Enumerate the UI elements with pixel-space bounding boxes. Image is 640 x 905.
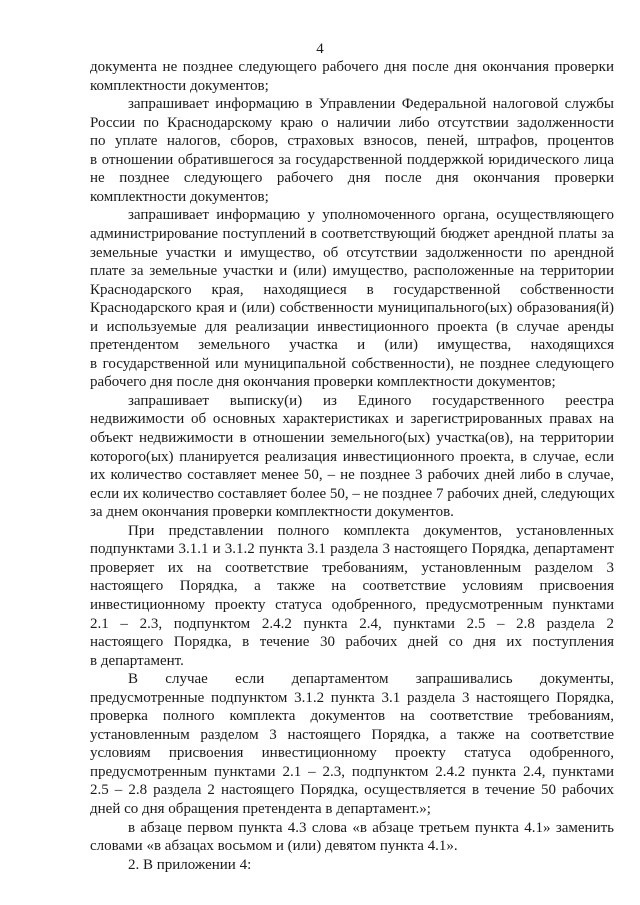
text-line: запрашивает информацию у уполномоченного органа, осуществляющего: [128, 207, 614, 224]
text-line: земельные участки и имущество, об отсутствии задолженности по арендной: [90, 244, 614, 261]
text-line: условиям присвоения инвестиционному проекту статуса одобренного,: [90, 745, 614, 762]
text-line: установленным разделом 3 настоящего Порядка, а также на соответствие: [90, 726, 614, 743]
text-line: При представлении полного комплекта документов, установленных: [128, 522, 614, 539]
text-line: претендентом земельного участка и (или) имущества, находящихся: [90, 337, 614, 354]
text-line: проверяет их на соответствие требованиям, установленным разделом 3: [90, 559, 614, 576]
text-line: комплектности документов;: [90, 188, 269, 205]
text-line: плате за земельные участки и (или) имущество, расположенные на территории: [90, 263, 614, 280]
text-line: подпунктами 3.1.1 и 3.1.2 пункта 3.1 раздела 3 настоящего Порядка, департамент: [90, 541, 614, 558]
text-line: 2. В приложении 4:: [128, 856, 252, 873]
text-line: не позднее следующего рабочего дня после дня окончания проверки: [90, 170, 614, 187]
text-line: которого(ых) планируется реализация инвестиционного проекта, в случае, если: [90, 448, 614, 465]
text-line: запрашивает информацию в Управлении Федеральной налоговой службы: [128, 96, 614, 113]
text-line: в отношении обратившегося за государственной поддержкой юридического лица: [90, 151, 614, 168]
text-line: их количество составляет менее 50, – не позднее 3 рабочих дней либо в случае,: [90, 467, 614, 484]
text-line: России по Краснодарскому краю о наличии либо отсутствии задолженности: [90, 114, 614, 131]
text-line: В случае если департаментом запрашивались документы,: [128, 671, 614, 688]
text-line: 2.5 – 2.8 раздела 2 настоящего Порядка, осуществляется в течение 50 рабочих: [90, 782, 614, 799]
text-line: Краснодарского края, находящиеся в государственной собственности: [90, 281, 614, 298]
text-line: словами «в абзацах восьмом и (или) девятом пункта 4.1».: [90, 838, 458, 855]
text-line: рабочего дня после дня окончания проверки комплектности документов;: [90, 374, 556, 391]
text-line: в абзаце первом пункта 4.3 слова «в абзаце третьем пункта 4.1» заменить: [128, 819, 614, 836]
text-line: администрирование поступлений в соответствующий бюджет арендной платы за: [90, 225, 614, 242]
text-line: в государственной или муниципальной собственности), не позднее следующего: [90, 355, 614, 372]
text-line: недвижимости об основных характеристиках и зарегистрированных правах на: [90, 411, 614, 428]
page-number: 4: [316, 41, 324, 57]
text-line: проверка полного комплекта документов на соответствие требованиям,: [90, 708, 614, 725]
text-line: предусмотренные подпунктом 3.1.2 пункта 3.1 раздела 3 настоящего Порядка,: [90, 689, 614, 706]
text-line: Краснодарского края и (или) собственности муниципального(ых) образования(й): [90, 300, 614, 317]
text-line: документа не позднее следующего рабочего дня после дня окончания проверки: [90, 59, 614, 75]
text-line: предусмотренным пунктами 2.1 – 2.3, подпунктом 2.4.2 пункта 2.4, пунктами: [90, 763, 614, 780]
text-line: и используемые для реализации инвестиционного проекта (в случае аренды: [90, 318, 614, 335]
text-line: настоящего Порядка, в течение 30 рабочих дней со дня их поступления: [90, 634, 614, 651]
text-line: объект недвижимости в отношении земельного(ых) участка(ов), на территории: [90, 430, 614, 446]
text-line: в департамент.: [90, 652, 184, 669]
text-line: если их количество составляет более 50, – не позднее 7 рабочих дней, следующих: [90, 485, 615, 502]
text-line: комплектности документов;: [90, 77, 269, 94]
text-line: за днем окончания проверки комплектности документов.: [90, 504, 454, 521]
text-line: по уплате налогов, сборов, страховых взносов, пеней, штрафов, процентов: [90, 133, 614, 150]
text-line: настоящего Порядка, а также на соответствие условиям присвоения: [90, 578, 614, 595]
text-line: 2.1 – 2.3, подпунктом 2.4.2 пункта 2.4, пунктами 2.5 – 2.8 раздела 2: [90, 615, 614, 632]
text-line: инвестиционному проекту статуса одобренного, предусмотренным пунктами: [90, 596, 614, 613]
text-line: запрашивает выписку(и) из Единого государственного реестра: [128, 392, 614, 409]
text-line: дней со дня обращения претендента в департамент.»;: [90, 801, 431, 817]
